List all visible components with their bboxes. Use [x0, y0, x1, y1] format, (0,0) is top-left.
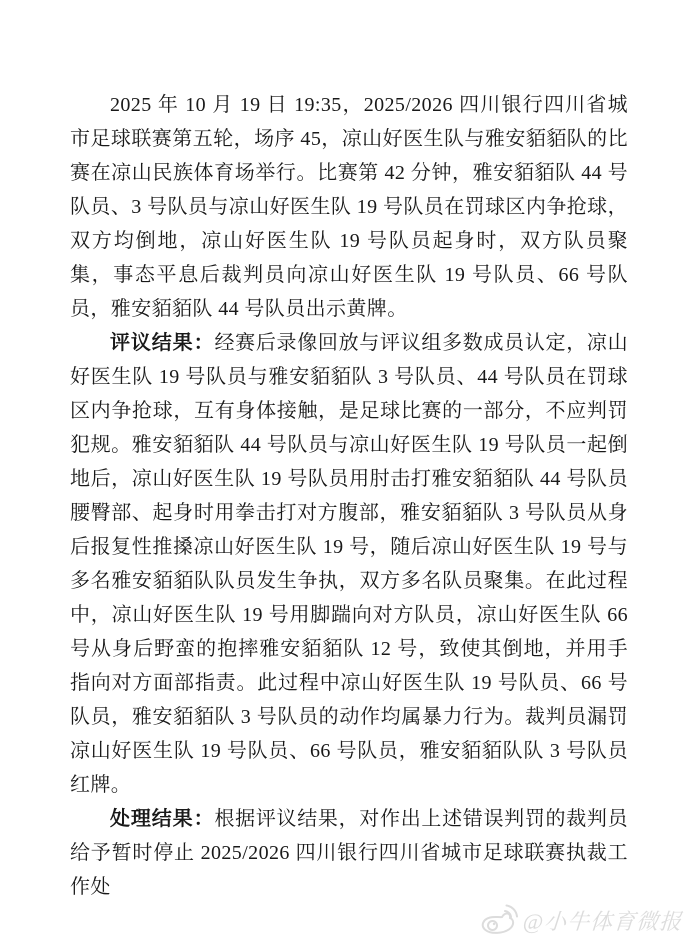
watermark-label: @小牛体育微报: [521, 908, 683, 934]
paragraph-lead: 评议结果：: [110, 332, 215, 354]
paragraph-review-result: [70, 326, 628, 802]
announcement-document: [70, 88, 628, 904]
paragraph-text: 根据评议结果，对作出上述错误判罚的裁判员给予暂时停止 2025/2026 四川银行四川省城市足球联赛执裁工作处: [70, 808, 629, 898]
weibo-icon: [478, 903, 518, 937]
paragraph-lead: 处理结果：: [110, 808, 215, 830]
paragraph-handling-result: [70, 802, 628, 904]
watermark: [478, 901, 682, 939]
paragraph-text: 经赛后录像回放与评议组多数成员认定，凉山好医生队 19 号队员与雅安貊貊队 3 号队员、44 号队员在罚球区内争抢球，互有身体接触，是足球比赛的一部分，不应判罚犯规。雅安貊貊队 44 号队员与凉山好医生队 19 号队员一起倒地后，凉山好医生队 19 号队员用肘击打雅安貊貊队 44 号队员腰臀部、起身时用拳击打对方腹部，雅安貊貊队 3 号队员从身后报复性推搡凉山好医生队 19 号，随后凉山好医生队 19 号与多名雅安貊貊队队员发生争执，双方多名队员聚集。在此过程中，凉山好医生队 19 号用脚踹向对方队员，凉山好医生队 66 号从身后野蛮的抱摔雅安貊貊队 12 号，致使其倒地，并用手指向对方面部指责。此过程中凉山好医生队 19 号队员、66 号队员，雅安貊貊队 3 号队员的动作均属暴力行为。裁判员漏罚凉山好医生队 19 号队员、66 号队员，雅安貊貊队队 3 号队员红牌。: [70, 332, 629, 796]
paragraph-text: 2025 年 10 月 19 日 19:35，2025/2026 四川银行四川省城市足球联赛第五轮，场序 45，凉山好医生队与雅安貊貊队的比赛在凉山民族体育场举行。比赛第 42 分钟，雅安貊貊队 44 号队员、3 号队员与凉山好医生队 19 号队员在罚球区内争抢球，双方均倒地，凉山好医生队 19 号队员起身时，双方队员聚集，事态平息后裁判员向凉山好医生队 19 号队员、66 号队员，雅安貊貊队 44 号队员出示黄牌。: [70, 94, 628, 320]
paragraph-incident: [70, 88, 628, 326]
